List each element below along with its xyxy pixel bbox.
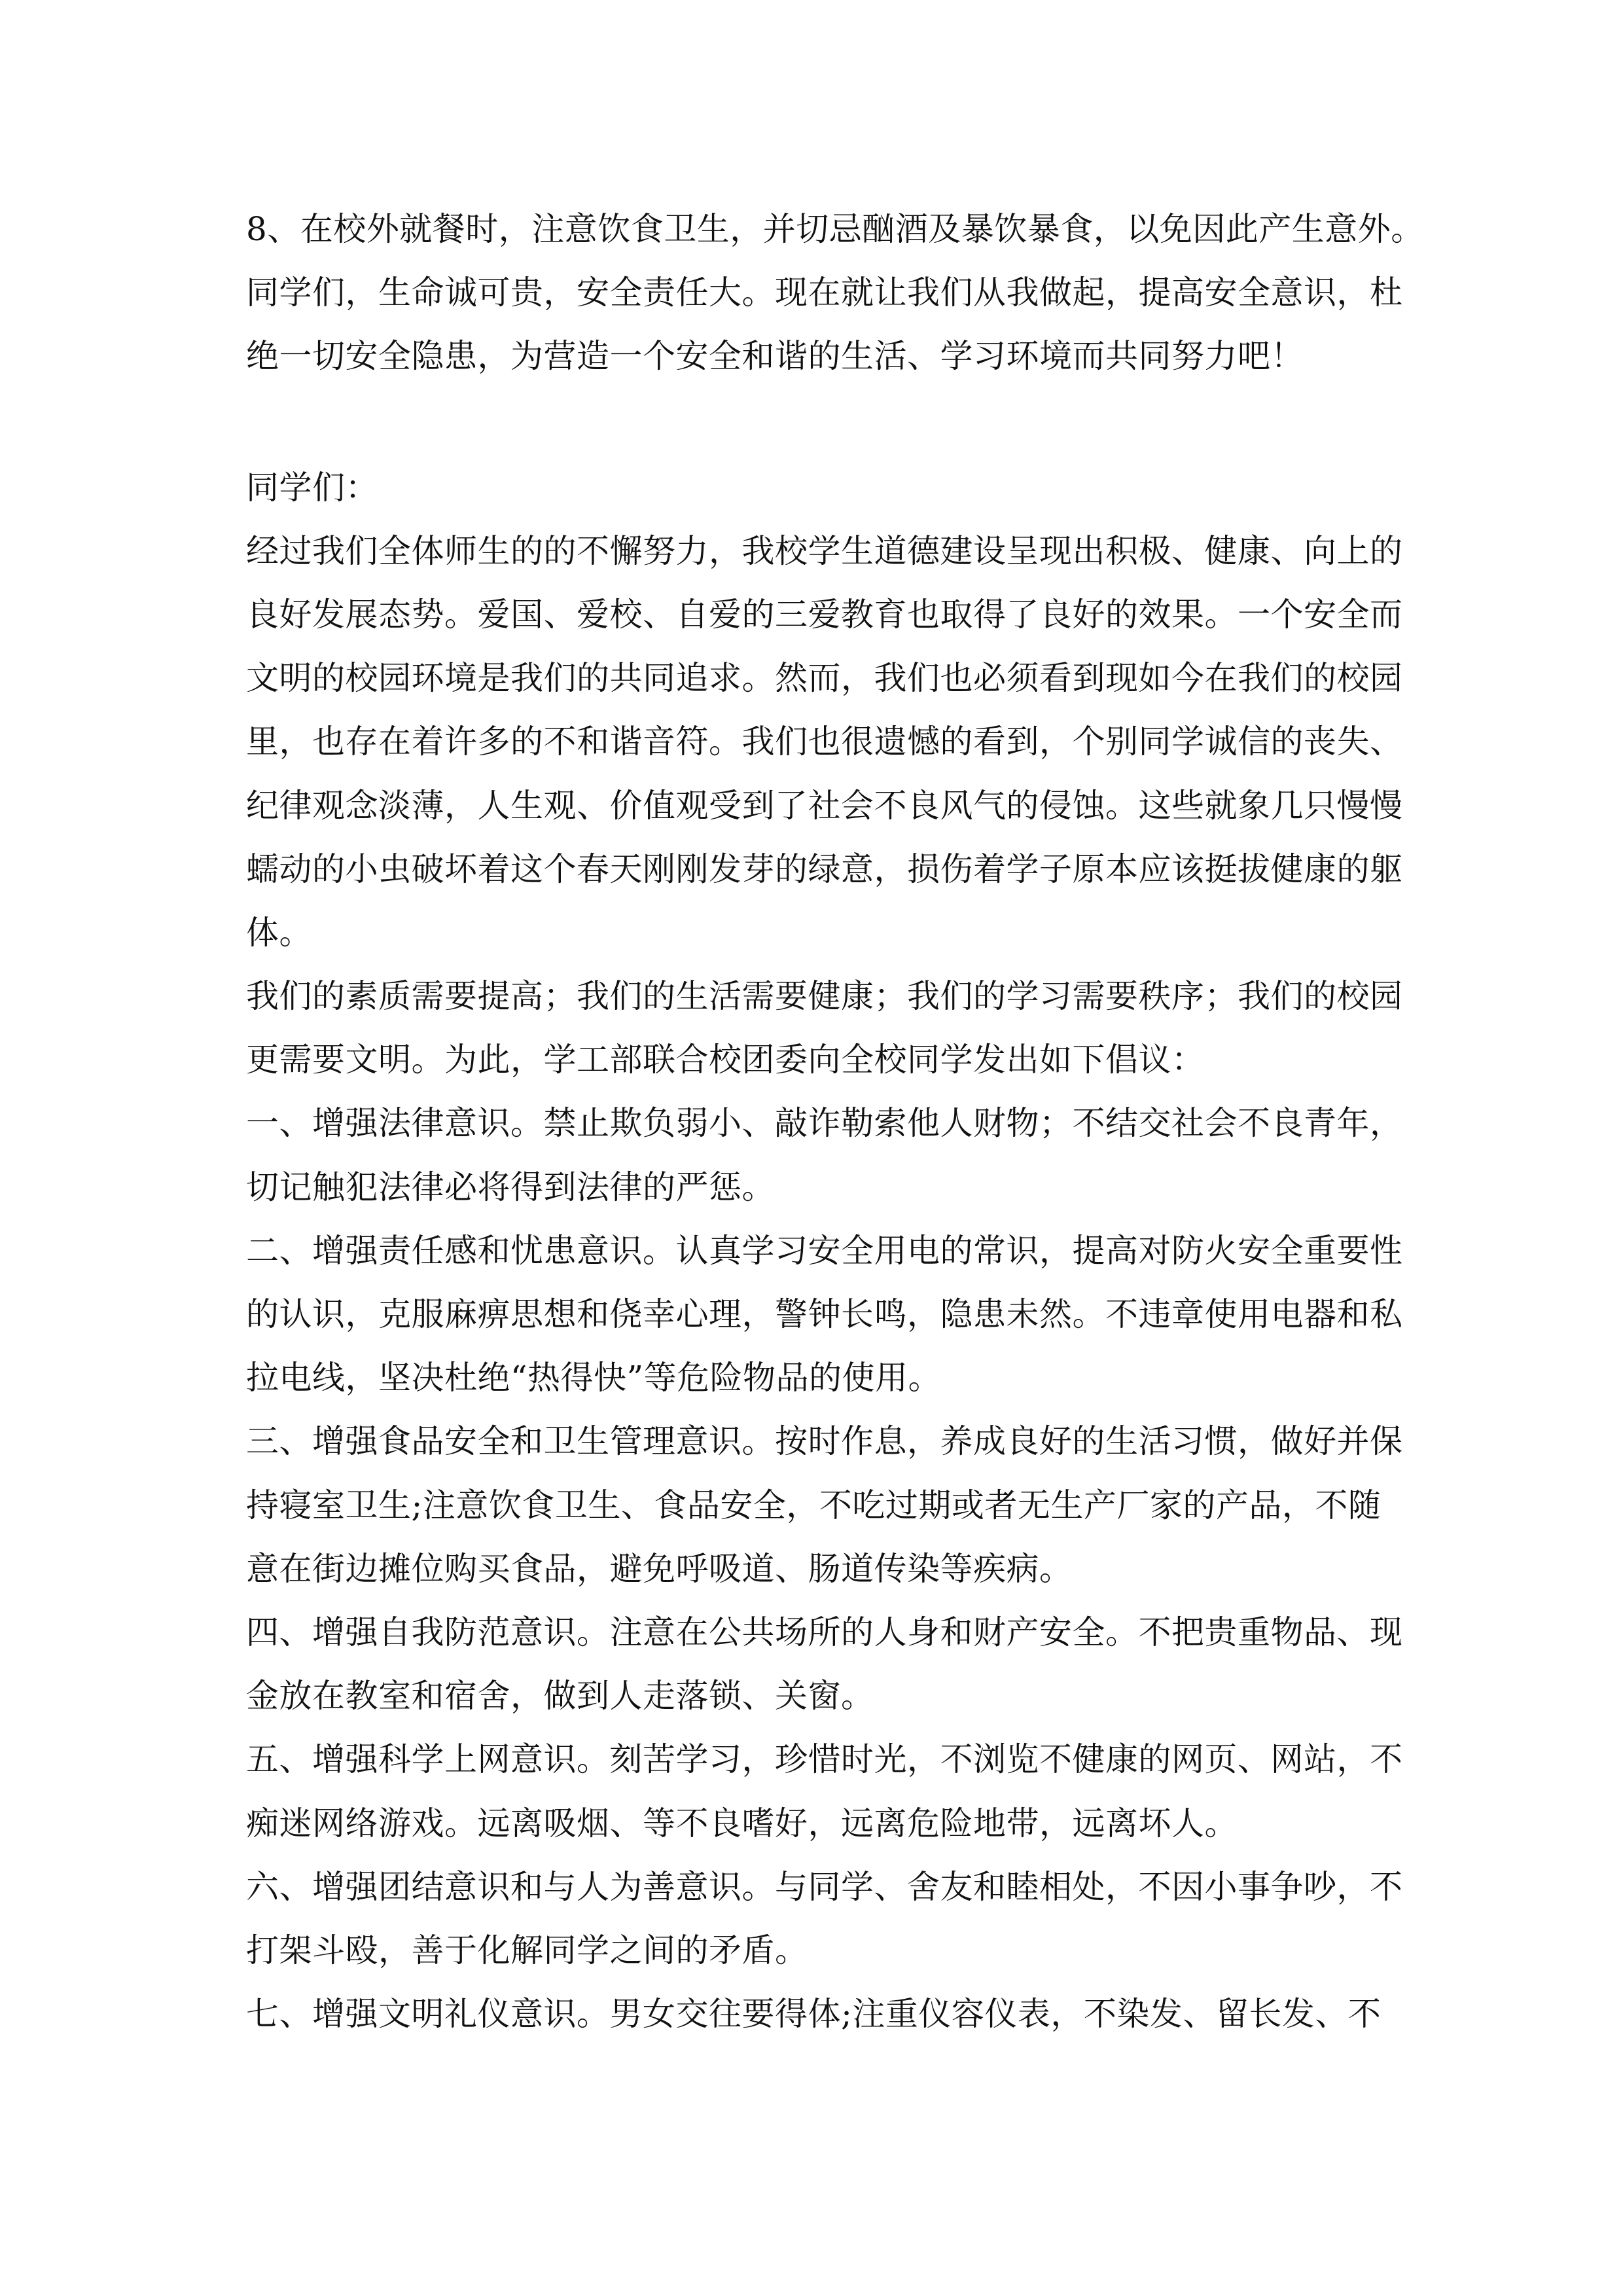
text-line-s2-23: 打架斗殴，善于化解同学之间的矛盾。 — [246, 1931, 808, 1969]
text-line-s2-12: 二、增强责任感和忧患意识。认真学习安全用电的常识，提高对防火安全重要性 — [246, 1231, 1403, 1270]
text-line-s2-1: 经过我们全体师生的的不懈努力，我校学生道德建设呈现出积极、健康、向上的 — [246, 531, 1403, 570]
text-line-s2-18: 四、增强自我防范意识。注意在公共场所的人身和财产安全。不把贵重物品、现 — [246, 1613, 1403, 1651]
text-line-s2-6: 蠕动的小虫破坏着这个春天刚刚发芽的绿意，损伤着学子原本应该挺拔健康的躯 — [246, 850, 1403, 888]
paragraph-gap — [246, 389, 1411, 456]
text-line-s2-4: 里，也存在着许多的不和谐音符。我们也很遗憾的看到，个别同学诚信的丧失、 — [246, 723, 1403, 761]
text-line-s2-21: 痴迷网络游戏。远离吸烟、等不良嗜好，远离危险地带，远离坏人。 — [246, 1804, 1238, 1842]
text-line-s2-16: 持寝室卫生;注意饮食卫生、食品安全，不吃过期或者无生产厂家的产品，不随 — [246, 1486, 1382, 1524]
text-line-s2-7: 体。 — [246, 913, 312, 952]
document-body — [246, 198, 1424, 2046]
text-line-s2-20: 五、增强科学上网意识。刻苦学习，珍惜时光，不浏览不健康的网页、网站，不 — [246, 1740, 1403, 1779]
text-line-s2-17: 意在街边摊位购买食品，避免呼吸道、肠道传染等疾病。 — [246, 1549, 1073, 1588]
text-line-s2-2: 良好发展态势。爱国、爱校、自爱的三爱教育也取得了良好的效果。一个安全而 — [246, 595, 1403, 634]
text-line-s2-11: 切记触犯法律必将得到法律的严惩。 — [246, 1168, 775, 1206]
salutation: 同学们： — [246, 468, 378, 507]
text-line-s2-13: 的认识，克服麻痹思想和侥幸心理，警钟长鸣，隐患未然。不违章使用电器和私 — [246, 1295, 1403, 1333]
text-line-s2-19: 金放在教室和宿舍，做到人走落锁、关窗。 — [246, 1677, 874, 1715]
text-line-s2-14: 拉电线，坚决杜绝“热得快”等危险物品的使用。 — [246, 1359, 942, 1397]
text-line-s1-0: 8、在校外就餐时，注意饮食卫生，并切忌酗酒及暴饮暴食，以免因此产生意外。 — [246, 210, 1424, 248]
text-line-s1-2: 绝一切安全隐患，为营造一个安全和谐的生活、学习环境而共同努力吧！ — [246, 337, 1304, 376]
text-line-s1-1: 同学们，生命诚可贵，安全责任大。现在就让我们从我做起，提高安全意识，杜 — [246, 274, 1403, 312]
text-line-s2-15: 三、增强食品安全和卫生管理意识。按时作息，养成良好的生活习惯，做好并保 — [246, 1422, 1403, 1461]
text-line-s2-8: 我们的素质需要提高；我们的生活需要健康；我们的学习需要秩序；我们的校园 — [246, 977, 1403, 1016]
text-line-s2-24: 七、增强文明礼仪意识。男女交往要得体;注重仪容仪表，不染发、留长发、不 — [246, 1995, 1382, 2034]
text-line-s2-9: 更需要文明。为此，学工部联合校团委向全校同学发出如下倡议： — [246, 1041, 1205, 1079]
text-line-s2-3: 文明的校园环境是我们的共同追求。然而，我们也必须看到现如今在我们的校园 — [246, 659, 1403, 698]
text-line-s2-22: 六、增强团结意识和与人为善意识。与同学、舍友和睦相处，不因小事争吵，不 — [246, 1867, 1403, 1906]
text-line-s2-10: 一、增强法律意识。禁止欺负弱小、敲诈勒索他人财物；不结交社会不良青年， — [246, 1104, 1403, 1143]
text-line-s2-5: 纪律观念淡薄，人生观、价值观受到了社会不良风气的侵蚀。这些就象几只慢慢 — [246, 786, 1403, 825]
